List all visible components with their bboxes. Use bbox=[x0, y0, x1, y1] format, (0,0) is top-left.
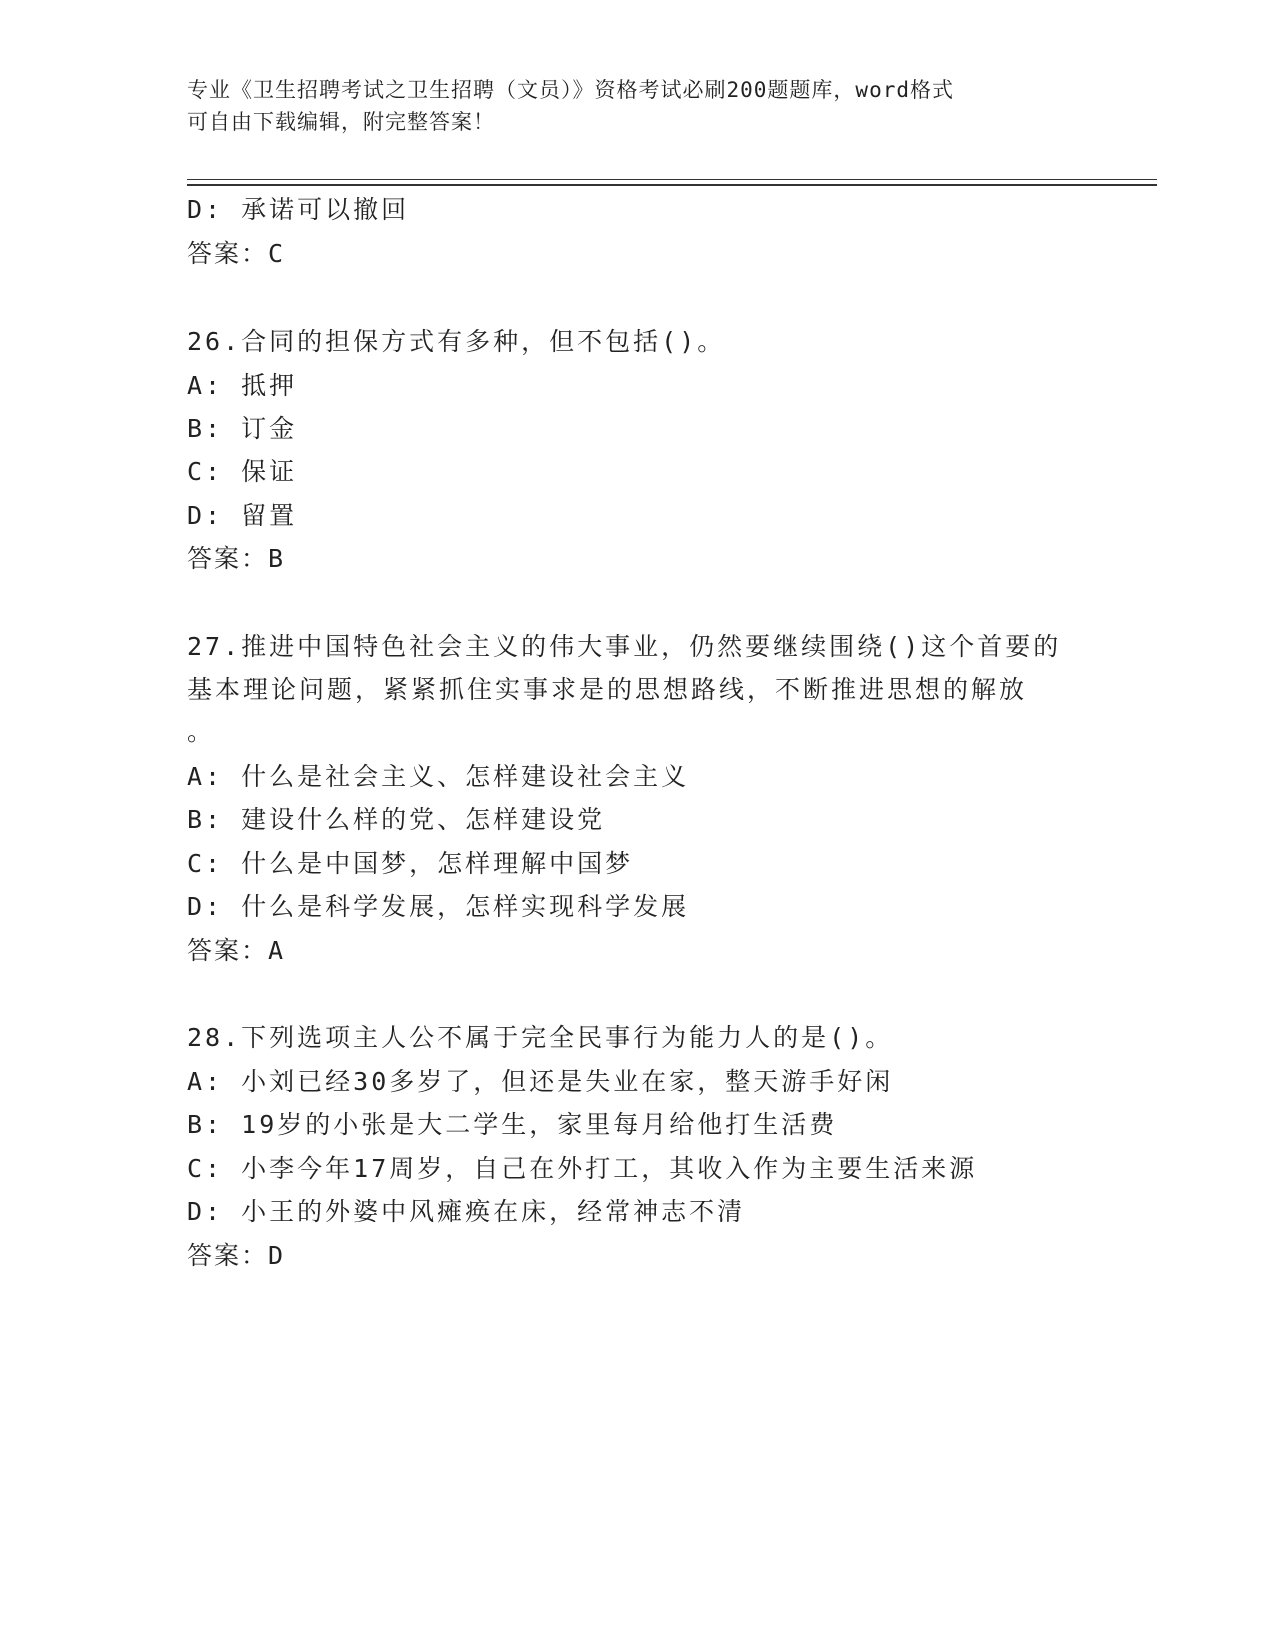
q27-option-c: C: 什么是中国梦，怎样理解中国梦 bbox=[187, 849, 634, 878]
header-divider-thin bbox=[187, 179, 1157, 180]
q27-option-a: A: 什么是社会主义、怎样建设社会主义 bbox=[187, 762, 690, 791]
header-title-line2: 可自由下载编辑，附完整答案！ bbox=[187, 110, 495, 134]
header-divider-thick bbox=[187, 184, 1157, 186]
q27-answer: 答案：A bbox=[187, 936, 286, 965]
q26-option-a: A: 抵押 bbox=[187, 371, 298, 400]
q28-option-d: D: 小王的外婆中风瘫痪在床，经常神志不清 bbox=[187, 1197, 746, 1226]
q28-option-c: C: 小李今年17周岁，自己在外打工，其收入作为主要生活来源 bbox=[187, 1154, 978, 1183]
q27-question-line3: 。 bbox=[187, 717, 216, 746]
q27-question-line2: 基本理论问题，紧紧抓住实事求是的思想路线，不断推进思想的解放 bbox=[187, 675, 1028, 704]
document-header bbox=[187, 74, 1067, 138]
prev-option-d: D: 承诺可以撤回 bbox=[187, 195, 410, 224]
q28-answer: 答案：D bbox=[187, 1241, 286, 1270]
header-title-line1: 专业《卫生招聘考试之卫生招聘（文员）》资格考试必刷200题题库，word格式 bbox=[187, 78, 954, 102]
q26-option-d: D: 留置 bbox=[187, 501, 298, 530]
q28-option-a: A: 小刘已经30多岁了，但还是失业在家，整天游手好闲 bbox=[187, 1067, 894, 1096]
q27-option-b: B: 建设什么样的党、怎样建设党 bbox=[187, 805, 606, 834]
q27-question-line1: 27.推进中国特色社会主义的伟大事业，仍然要继续围绕()这个首要的 bbox=[187, 632, 1062, 661]
q26-question: 26.合同的担保方式有多种，但不包括()。 bbox=[187, 327, 726, 356]
q28-option-b: B: 19岁的小张是大二学生，家里每月给他打生活费 bbox=[187, 1110, 838, 1139]
q28-question: 28.下列选项主人公不属于完全民事行为能力人的是()。 bbox=[187, 1023, 894, 1052]
q26-option-b: B: 订金 bbox=[187, 414, 298, 443]
q26-answer: 答案：B bbox=[187, 544, 286, 573]
q27-option-d: D: 什么是科学发展，怎样实现科学发展 bbox=[187, 892, 690, 921]
q26-option-c: C: 保证 bbox=[187, 457, 298, 486]
prev-answer: 答案：C bbox=[187, 239, 286, 268]
